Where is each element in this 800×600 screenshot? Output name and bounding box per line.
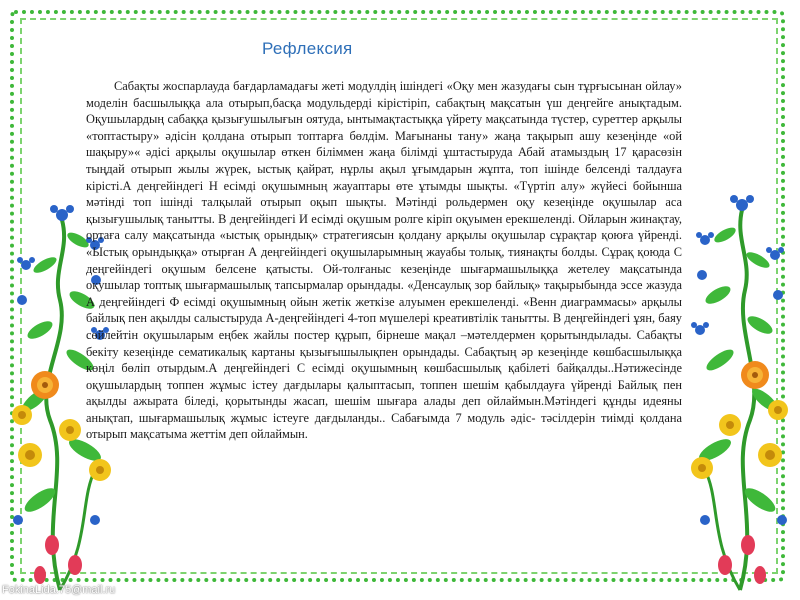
watermark-email: FokinaLida.75@mail.ru bbox=[2, 584, 116, 596]
reflection-paragraph: Сабақты жоспарлауда бағдарламадағы жеті модулдің ішіндегі «Оқу мен жазудағы сын тұрғысынан ойлау» моделін басшылыққа ала отырып,басқа модульдерді кірістіріп, сабақтың мақсатын үш деңгейге анықтадым. Оқушылардың сабаққа қызығушылығын оятуда, ынтымақтастыққа үйрету мақсатында түстер, суреттер арқылы «топтастыру» әдісін қолдана отырып топтарға бөлдім. Мағынаны тану» жаңа тақырып ашу кезеңінде «ой шақыру»« әдісі арқылы оқушылар өткен біліммен жаңа білімді ұштастыруда Абай атамыздың 17 қарасөзін тыңдай отырып жылы жүрек, ыстық қайрат, нұрлы ақыл ұғымдарын жұпта, топ ішінде белсенді талдауға кірісті.А деңгейіндегі Н есімді оқушымның жауаптары өте ұтымды шықты. «Түртіп алу» жүйесі бойынша мәтінді топ ішінді талқылай отырып оқып шықты. Мәтінді рольдермен оқу кезеңінде оқушылар аса қызығушылық танытты. В деңгейіндегі И есімді оқушым ролге кіріп оқуымен ерекшеленді. Ойларын жинақтау, ортаға салу мақсатында «ыстық орындық» стратегиясын қолдану арқылы оқушылар сұрақтар қоюға үйренді. «Ыстық орындыққа» отырған А деңгейіндегі оқушыларымның жауабы толық, тиянақты болды. Сұрақ қоюда С деңгейіндегі оқушым белсене қатысты. Ой-толғаныс кезеңінде шығармашылыққа жетелеу мақсатында оқушылар топтық шығармашылық тапсырмалар орындады. «Денсаулық зор байлық» тақырыбында эссе жазуда А деңгейіндегі Ф есімді оқушымның ойын жетік жеткізе алуымен ерекшеленді. «Венн диаграммасы» арқылы байлық пен ақылды салыстыруда А-деңгейіндегі 4-топ мүшелері креативтілік танытты. В деңгейіндегі ұян, баяу сөйлейтін оқушыларым еңбек жайлы постер құрып, бірнеше мақал –мәтелдермен қорытындылады. Сабақты бекіту кезеңінде сематикалық картаны қызығышылықпен орындады. Сабақтың әр кезеңінде көшбасшылыққа көңіл бөліп отырдым.А деңгейіндегі С есімді оқушымның көшбасшылық қабілеті байқалды..Нәтижесінде оқушылардың топпен жұмыс істеу дағдылары қалыптасып, топпен шешім қабылдауға үйренді Байлық пен ақылды ажырата біледі, қорытынды жасап, шешім шығара алады деп ойлаймын.Мәтіндегі құнды идеяны анықтап, шығармашылық жұмыс істеуге дағдыланды.. Сабағымда 7 модуль әдіс- тәсілдерін тиімді қолдана отырып мақсатыма жеттім деп ойлаймын. bbox=[86, 79, 682, 442]
floral-vine-right-icon bbox=[691, 195, 788, 590]
slide-title: Рефлексия bbox=[262, 39, 353, 58]
